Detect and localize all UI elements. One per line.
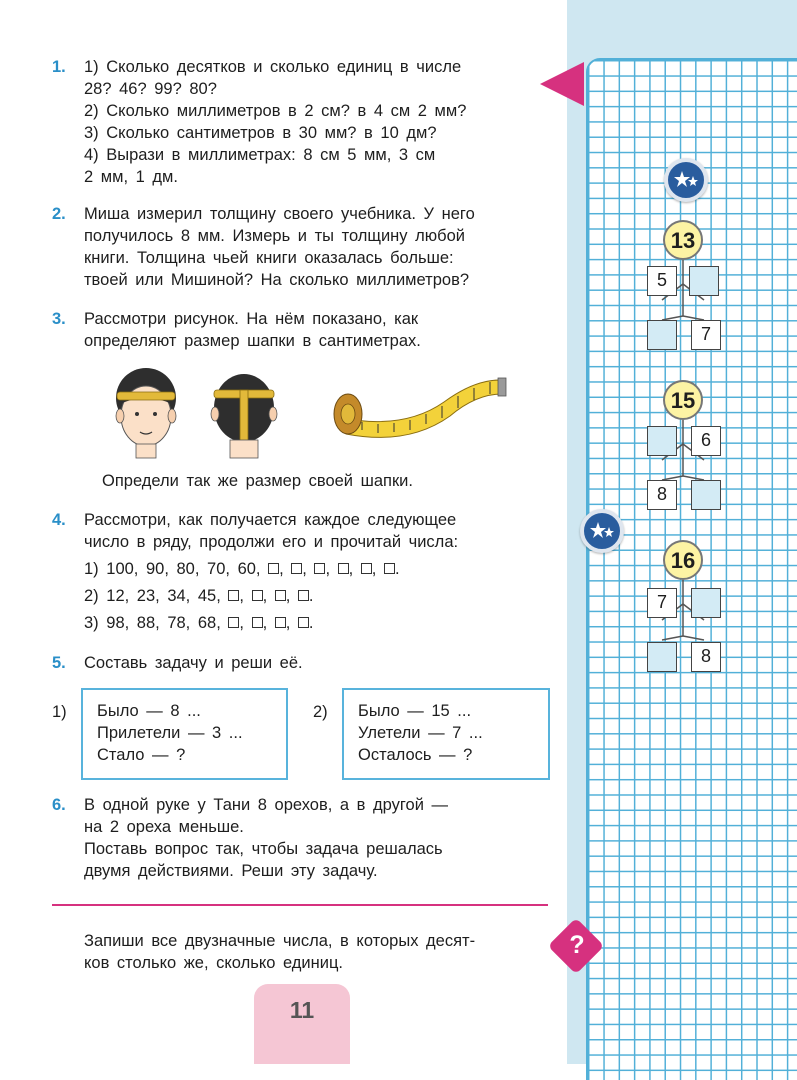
front-head-icon (116, 368, 176, 458)
sequence-value: 60, (237, 560, 269, 578)
total-number: 16 (663, 540, 703, 580)
sequence-separator: , (302, 560, 315, 578)
task-line: книги. Толщина чьей книги оказалась больше: (84, 249, 454, 267)
head-measurement-illustration (104, 360, 524, 460)
blank-square[interactable] (361, 563, 372, 574)
sequence-row (84, 558, 570, 580)
task-line: 2 мм, 1 дм. (84, 168, 178, 186)
sequence-value: 23, (136, 587, 168, 605)
section-divider (52, 904, 548, 906)
number-tree-1 (640, 220, 750, 380)
task-line: Рассмотри, как получается каждое следующее (84, 511, 457, 529)
tree-cell[interactable]: 5 (647, 266, 677, 296)
blank-square[interactable] (314, 563, 325, 574)
tree-cell[interactable] (691, 480, 721, 510)
sequence-separator: , (262, 587, 275, 605)
total-number: 15 (663, 380, 703, 420)
sequence-separator: , (285, 587, 298, 605)
tree-cell[interactable]: 7 (647, 588, 677, 618)
tree-cell[interactable]: 6 (691, 426, 721, 456)
blank-square[interactable] (268, 563, 279, 574)
page-number: 11 (254, 984, 350, 1064)
blank-square[interactable] (275, 590, 286, 601)
sequence-separator: , (325, 560, 338, 578)
task-line: 1) Сколько десятков и сколько единиц в числе (84, 58, 462, 76)
sequence-row (84, 585, 570, 607)
tree-cell[interactable]: 8 (691, 642, 721, 672)
bonus-line: Запиши все двузначные числа, в которых десят- (84, 932, 476, 950)
blank-square[interactable] (228, 590, 239, 601)
task-line: Рассмотри рисунок. На нём показано, как (84, 310, 419, 328)
sequence-value: 34, (167, 587, 198, 605)
problem-1-label: 1) (52, 703, 67, 721)
task-number: 6. (52, 796, 66, 814)
problem-box-1 (81, 688, 288, 780)
sequence-value: 70, (207, 560, 238, 578)
back-head-icon (211, 374, 277, 458)
task-line: Поставь вопрос так, чтобы задача решалась (84, 840, 443, 858)
number-tree-2 (640, 380, 750, 540)
tree-cell[interactable]: 8 (647, 480, 677, 510)
problem-line: Осталось — ? (358, 746, 473, 764)
bonus-task (84, 930, 475, 974)
star-badge-icon (580, 509, 624, 553)
task-line: 3) Сколько сантиметров в 30 мм? в 10 дм? (84, 124, 437, 142)
bonus-line: ков столько же, сколько единиц. (84, 954, 344, 972)
blank-square[interactable] (338, 563, 349, 574)
question-icon: ? (569, 931, 585, 959)
sequence-row (84, 612, 570, 634)
tree-cell[interactable] (647, 426, 677, 456)
sequence-separator: , (348, 560, 361, 578)
blank-square[interactable] (298, 590, 309, 601)
sequence-separator: , (262, 614, 275, 632)
sequence-value: 45, (197, 587, 229, 605)
task-line: Миша измерил толщину своего учебника. У него (84, 205, 475, 223)
sequence-separator: , (279, 560, 292, 578)
task-line: на 2 ореха меньше. (84, 818, 244, 836)
problem-line: Прилетели — 3 ... (97, 724, 243, 742)
sequence-separator: , (239, 587, 252, 605)
tree-cell[interactable]: 7 (691, 320, 721, 350)
task-3-followup (102, 470, 413, 492)
problem-2-label: 2) (313, 703, 328, 721)
blank-square[interactable] (228, 617, 239, 628)
task-line: 4) Вырази в миллиметрах: 8 см 5 мм, 3 см (84, 146, 436, 164)
sequence-value: 88, (136, 614, 168, 632)
tree-cell[interactable] (647, 642, 677, 672)
task-line: 28? 46? 99? 80? (84, 80, 217, 98)
sequence-value: 90, (145, 560, 177, 578)
sequence-label: 3) (84, 614, 107, 632)
blank-square[interactable] (291, 563, 302, 574)
sequence-value: 80, (176, 560, 208, 578)
task-number: 2. (52, 205, 66, 223)
blank-square[interactable] (275, 617, 286, 628)
tree-cell[interactable] (647, 320, 677, 350)
task-line: Определи так же размер своей шапки. (102, 472, 413, 490)
sequence-value: 98, (106, 614, 137, 632)
sequence-separator: , (285, 614, 298, 632)
task-line: определяют размер шапки в сантиметрах. (84, 332, 421, 350)
measuring-tape-icon (334, 378, 506, 437)
problem-line: Улетели — 7 ... (358, 724, 483, 742)
sequence-value: 12, (106, 587, 137, 605)
blank-square[interactable] (384, 563, 395, 574)
task-line: получилось 8 мм. Измерь и ты толщину любой (84, 227, 465, 245)
tree-cell[interactable] (689, 266, 719, 296)
blank-square[interactable] (298, 617, 309, 628)
task-number: 1. (52, 58, 66, 76)
blank-square[interactable] (252, 590, 263, 601)
task-line: Составь задачу и реши её. (84, 654, 303, 672)
problem-line: Было — 8 ... (97, 702, 201, 720)
sequence-label: 1) (84, 560, 107, 578)
task-line: 2) Сколько миллиметров в 2 см? в 4 см 2 мм? (84, 102, 467, 120)
problem-line: Стало — ? (97, 746, 186, 764)
task-line: число в ряду, продолжи его и прочитай числа: (84, 533, 459, 551)
task-number: 3. (52, 310, 66, 328)
sequence-separator: , (239, 614, 252, 632)
sequence-separator: . (308, 614, 314, 632)
problem-box-2 (342, 688, 550, 780)
sequence-separator: . (394, 560, 400, 578)
sequence-value: 100, (106, 560, 146, 578)
task-line: двумя действиями. Реши эту задачу. (84, 862, 378, 880)
total-number: 13 (663, 220, 703, 260)
sequence-value: 68, (197, 614, 229, 632)
blank-square[interactable] (252, 617, 263, 628)
number-tree-3 (640, 540, 750, 700)
sequence-value: 78, (167, 614, 198, 632)
task-number: 4. (52, 511, 66, 529)
sequence-separator: , (371, 560, 384, 578)
task-line: твоей или Мишиной? На сколько миллиметров? (84, 271, 470, 289)
task-line: В одной руке у Тани 8 орехов, а в другой — (84, 796, 449, 814)
star-badge-icon (664, 158, 708, 202)
sequence-label: 2) (84, 587, 107, 605)
sequence-separator: . (308, 587, 314, 605)
problem-line: Было — 15 ... (358, 702, 472, 720)
task-number: 5. (52, 654, 66, 672)
tree-cell[interactable] (691, 588, 721, 618)
